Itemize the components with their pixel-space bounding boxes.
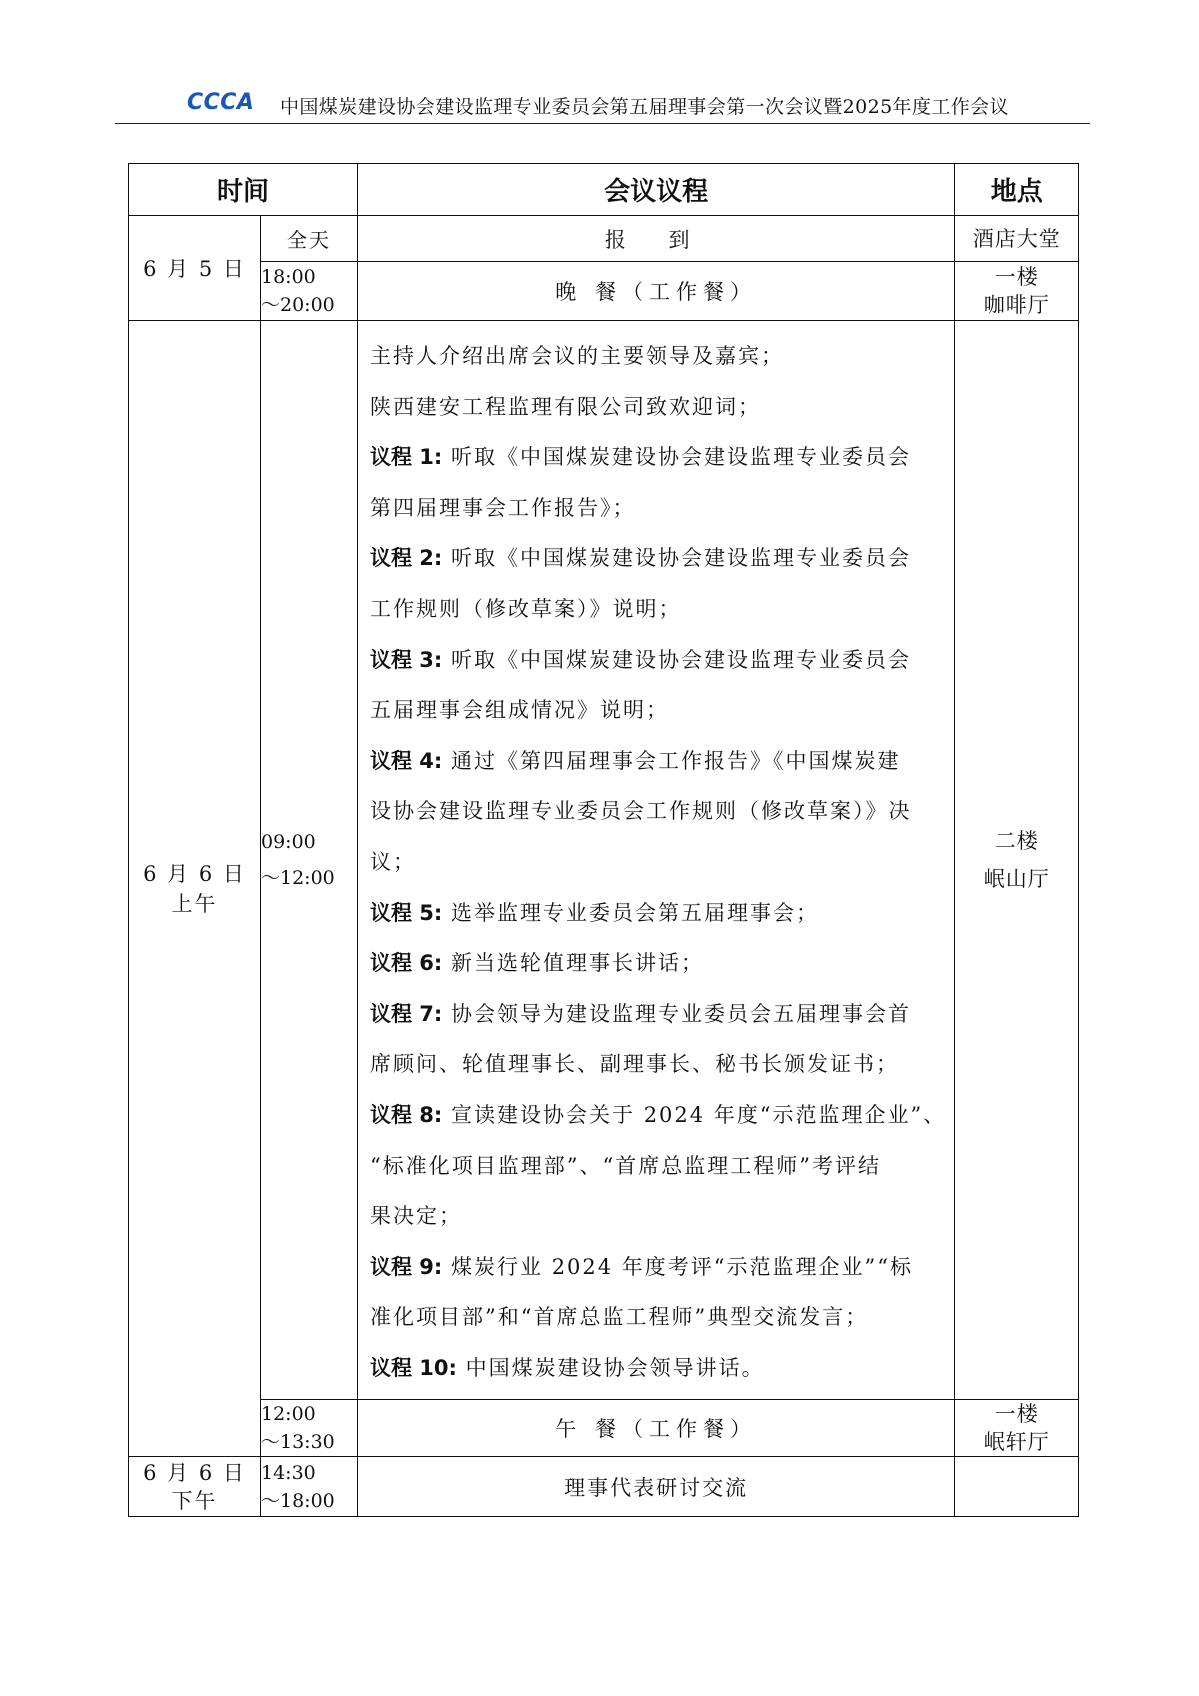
- agenda-item: [370, 533, 946, 584]
- agenda-item-text: 五届理事会组成情况》说明；: [370, 698, 669, 723]
- agenda-item-text: 工作规则（修改草案）》说明；: [370, 596, 682, 621]
- table-header-row: [129, 164, 1079, 216]
- agenda-item-text: “标准化项目监理部”、“首席总监理工程师”考评结: [370, 1153, 881, 1178]
- place-cell: [955, 321, 1079, 1400]
- agenda-cell: [358, 1400, 955, 1457]
- agenda-item: [370, 736, 946, 787]
- place-room: 岷山厅: [983, 867, 1050, 892]
- table-row: [129, 262, 1079, 321]
- time-cell: [261, 1400, 358, 1457]
- col-header-agenda: 会议议程: [358, 164, 955, 216]
- agenda-cell: [358, 262, 955, 321]
- place-room: 岷轩厅: [983, 1430, 1050, 1455]
- time-end: ～13:30: [261, 1431, 335, 1454]
- time-start: 18:00: [261, 266, 316, 288]
- table-row: [129, 1457, 1079, 1517]
- agenda-item-label: 议程 9:: [370, 1254, 443, 1279]
- agenda-item-label: 议程 10:: [370, 1355, 457, 1380]
- intro-line: 主持人介绍出席会议的主要领导及嘉宾；: [370, 344, 784, 368]
- agenda-cell: [358, 1457, 955, 1517]
- time-end: ～12:00: [261, 867, 335, 890]
- agenda-text: 理事代表研讨交流: [564, 1475, 749, 1500]
- page-header: [115, 86, 1090, 124]
- agenda-item: [370, 635, 946, 686]
- agenda-item-label: 议程 6:: [370, 951, 443, 976]
- time-end: ～20:00: [261, 294, 335, 316]
- place-floor: 一楼: [994, 1402, 1039, 1427]
- date-cell: [129, 321, 261, 1457]
- agenda-text: 报 到: [604, 227, 708, 252]
- agenda-item-label: 议程 5:: [370, 900, 443, 925]
- agenda-item-text: 准化项目部”和“首席总监工程师”典型交流发言；: [370, 1305, 869, 1330]
- place-floor: 一楼: [994, 265, 1039, 289]
- agenda-item-text: 第四届理事会工作报告》；: [370, 495, 636, 520]
- agenda-item-label: 议程 8:: [370, 1102, 443, 1127]
- agenda-item: [370, 989, 946, 1040]
- agenda-item-text: 议；: [370, 849, 416, 874]
- date-text: 6 月 6 日: [143, 861, 246, 886]
- agenda-item-text: 席顾问、轮值理事长、副理事长、秘书长颁发证书；: [370, 1052, 899, 1077]
- time-start: 09:00: [261, 831, 316, 854]
- place-cell: [955, 1457, 1079, 1517]
- agenda-item-text: 宣读建设协会关于 2024 年度“示范监理企业”、: [451, 1102, 947, 1127]
- agenda-item-text: 设协会建设监理专业委员会工作规则（修改草案）》决: [370, 799, 912, 824]
- time-cell: [261, 1457, 358, 1517]
- agenda-item-label: 议程 3:: [370, 647, 443, 672]
- agenda-text: 晚 餐（工作餐）: [555, 280, 757, 304]
- place-cell: [955, 1400, 1079, 1457]
- agenda-item-label: 议程 4:: [370, 748, 443, 773]
- agenda-item: [370, 888, 946, 939]
- time-text: 全天: [287, 228, 331, 252]
- ccca-logo: CCCA: [187, 90, 255, 115]
- agenda-item: [370, 1242, 946, 1293]
- time-cell: [261, 262, 358, 321]
- agenda-item: [370, 1090, 946, 1141]
- table-row: [129, 1400, 1079, 1457]
- place-room: 咖啡厅: [983, 293, 1050, 317]
- agenda-item: [370, 432, 946, 483]
- agenda-item-label: 议程 1:: [370, 445, 443, 470]
- agenda-item-text: 选举监理专业委员会第五届理事会；: [451, 900, 820, 925]
- time-end: ～18:00: [261, 1489, 335, 1512]
- period-text: 上午: [171, 891, 218, 916]
- col-header-time: 时间: [129, 164, 358, 216]
- date-text: 6 月 5 日: [143, 257, 246, 281]
- place-text: 酒店大堂: [972, 226, 1061, 251]
- agenda-item-text: 通过《第四届理事会工作报告》《中国煤炭建: [451, 748, 901, 773]
- agenda-text: 午 餐（工作餐）: [555, 1417, 757, 1442]
- agenda-item: [370, 938, 946, 989]
- agenda-item-label: 议程 2:: [370, 546, 443, 571]
- time-start: 12:00: [261, 1403, 316, 1426]
- intro-line: 陕西建安工程监理有限公司致欢迎词；: [370, 394, 761, 419]
- agenda-item-text: 听取《中国煤炭建设协会建设监理专业委员会: [451, 647, 912, 672]
- date-text: 6 月 6 日: [143, 1460, 246, 1485]
- time-cell: [261, 216, 358, 262]
- agenda-item-text: 新当选轮值理事长讲话；: [451, 951, 705, 976]
- agenda-item: [370, 1343, 946, 1394]
- date-cell: [129, 216, 261, 321]
- agenda-items-cell: [358, 321, 955, 1400]
- header-divider: [115, 123, 1090, 124]
- date-cell: [129, 1457, 261, 1517]
- agenda-table: [128, 163, 1079, 1517]
- agenda-item-text: 果决定；: [370, 1204, 462, 1229]
- agenda-item-text: 中国煤炭建设协会领导讲话。: [465, 1355, 765, 1380]
- place-floor: 二楼: [994, 829, 1039, 854]
- time-cell: [261, 321, 358, 1400]
- agenda-item-text: 听取《中国煤炭建设协会建设监理专业委员会: [451, 445, 912, 470]
- header-title: 中国煤炭建设协会建设监理专业委员会第五届理事会第一次会议暨2025年度工作会议: [280, 96, 1009, 118]
- table-row: [129, 321, 1079, 1400]
- agenda-item-text: 协会领导为建设监理专业委员会五届理事会首: [451, 1001, 912, 1026]
- agenda-item-text: 煤炭行业 2024 年度考评“示范监理企业”“标: [451, 1254, 914, 1279]
- agenda-item-text: 听取《中国煤炭建设协会建设监理专业委员会: [451, 546, 912, 571]
- agenda-item-label: 议程 7:: [370, 1001, 443, 1026]
- place-cell: [955, 216, 1079, 262]
- col-header-place: 地点: [955, 164, 1079, 216]
- period-text: 下午: [171, 1488, 218, 1513]
- table-row: [129, 216, 1079, 262]
- place-cell: [955, 262, 1079, 321]
- time-start: 14:30: [261, 1461, 316, 1484]
- agenda-cell: [358, 216, 955, 262]
